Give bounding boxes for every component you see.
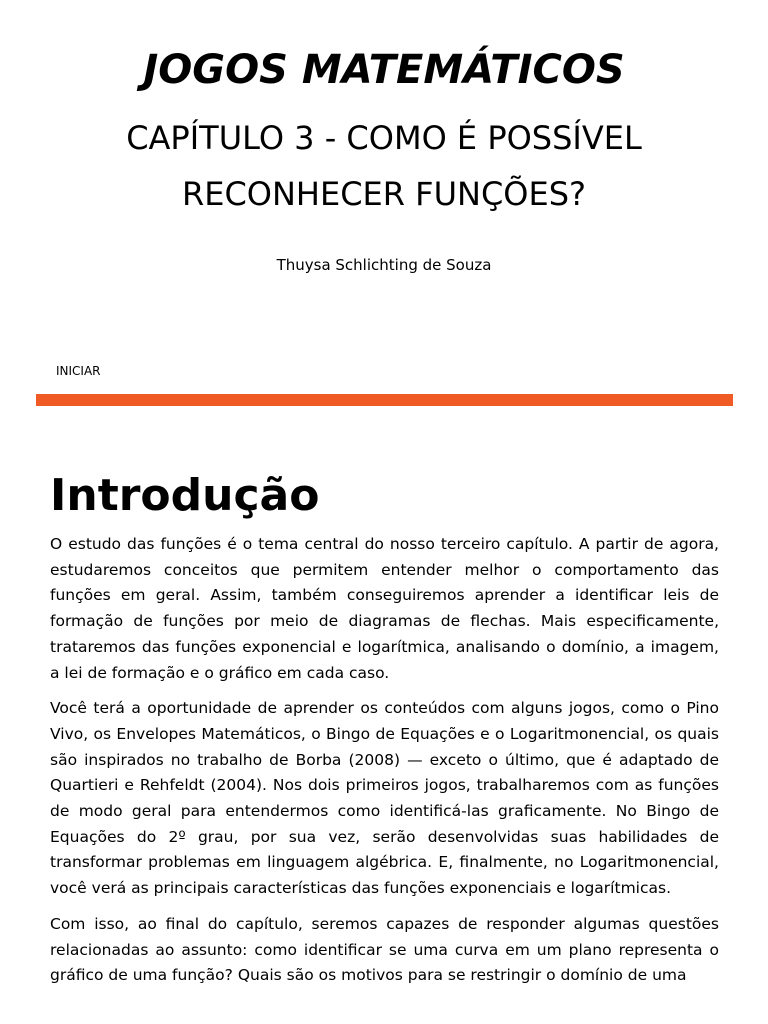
author-name: Thuysa Schlichting de Souza <box>276 256 492 274</box>
section-heading: Introdução <box>50 470 320 521</box>
accent-divider <box>36 394 733 406</box>
chapter-title: CAPÍTULO 3 - COMO É POSSÍVEL RECONHECER FUNÇÕES? <box>126 119 642 213</box>
paragraph-1: O estudo das funções é o tema central do nosso terceiro capítulo. A partir de agora, estudaremos conceitos que permitem entender melhor o comportamento das funções em geral. Assim, também conseguiremos aprender a identificar leis de formação de funções por meio de diagramas de flechas. Mais especificamente, trataremos das funções exponencial e logarítmica, analisando o domínio, a imagem, a lei de formação e o gráfico em cada caso. <box>50 535 719 682</box>
paragraph-3: Com isso, ao final do capítulo, seremos capazes de responder algumas questões relacionadas ao assunto: como identificar se uma curva em um plano representa o gráfico de uma função? Quais são os motivos para se restringir o domínio de uma <box>50 914 719 985</box>
book-title: JOGOS MATEMÁTICOS <box>143 47 625 93</box>
start-link[interactable]: INICIAR <box>56 364 101 378</box>
intro-body <box>50 532 719 999</box>
paragraph-2: Você terá a oportunidade de aprender os conteúdos com alguns jogos, como o Pino Vivo, os Envelopes Matemáticos, o Bingo de Equações e o Logaritmonencial, os quais são inspirados no trabalho de Borba (2008) — exceto o último, que é adaptado de Quartieri e Rehfeldt (2004). Nos dois primeiros jogos, trabalharemos com as funções de modo geral para entendermos como identificá-las graficamente. No Bingo de Equações do 2º grau, por sua vez, serão desenvolvidas suas habilidades de transformar problemas em linguagem algébrica. E, finalmente, no Logaritmonencial, você verá as principais características das funções exponenciais e logarítmicas. <box>50 699 719 898</box>
